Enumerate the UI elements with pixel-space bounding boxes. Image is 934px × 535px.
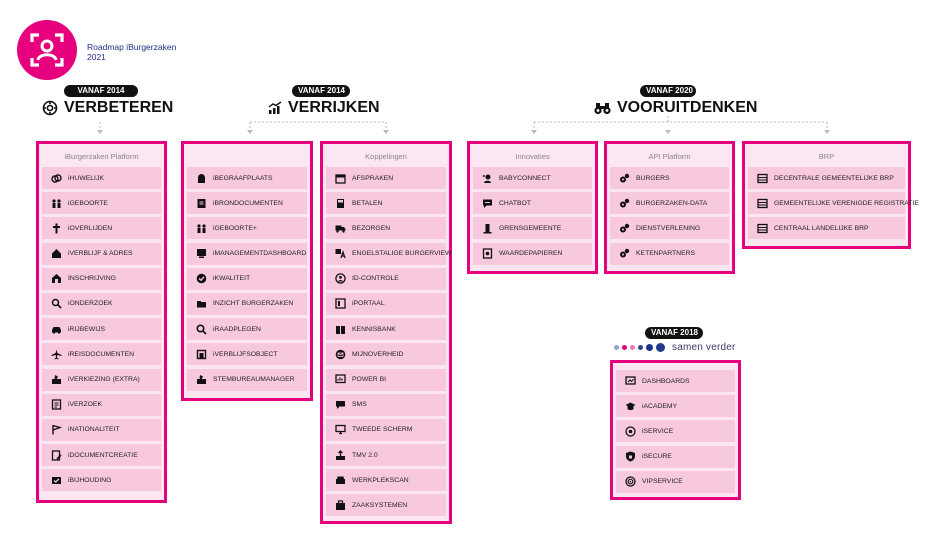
list-item[interactable]: SMS	[326, 394, 446, 416]
document-creation-icon	[51, 450, 62, 461]
list-item[interactable]: TMV 2.0	[326, 444, 446, 466]
register-house-icon	[51, 273, 62, 284]
border-post-icon	[482, 223, 493, 234]
scanner-icon	[335, 475, 346, 486]
service-icon	[625, 426, 636, 437]
list-item[interactable]: DIENSTVERLENING	[610, 217, 729, 239]
list-item[interactable]: iDOCUMENTCREATIE	[42, 444, 161, 466]
source-documents-icon	[196, 198, 207, 209]
list-item[interactable]: iKWALITEIT	[187, 268, 307, 290]
flag-icon	[51, 424, 62, 435]
box-brp	[742, 141, 919, 249]
family-icon	[51, 198, 62, 209]
list-item[interactable]: WERKPLEKSCAN	[326, 469, 446, 491]
list-item[interactable]: KENNISBANK	[326, 318, 446, 340]
box-innovaties	[467, 141, 598, 274]
list-item[interactable]: INSCHRIJVING	[42, 268, 161, 290]
list-item[interactable]: DECENTRALE GEMEENTELIJKE BRP	[748, 167, 905, 189]
list-item[interactable]: iVERKIEZING (EXTRA)	[42, 369, 161, 391]
search-icon	[196, 324, 207, 335]
shield-icon	[625, 451, 636, 462]
tombstone-icon	[196, 173, 207, 184]
list-item[interactable]: GRENSGEMEENTE	[473, 217, 592, 239]
list-item[interactable]: iSERVICE	[616, 420, 735, 442]
list-item[interactable]: BEZORGEN	[326, 217, 446, 239]
list-item[interactable]: WAARDEPAPIEREN	[473, 243, 592, 265]
list-item[interactable]: KETENPARTNERS	[610, 243, 729, 265]
list-item[interactable]: iBRONDOCUMENTEN	[187, 192, 307, 214]
list-item[interactable]: POWER BI	[326, 369, 446, 391]
list-item[interactable]: iPORTAAL	[326, 293, 446, 315]
list-item[interactable]: MIJNOVERHEID	[326, 343, 446, 365]
list-item[interactable]: iONDERZOEK	[42, 293, 161, 315]
verrijken-badge: VANAF 2014	[292, 85, 350, 97]
building-object-icon	[196, 349, 207, 360]
samen-verder-label: samen verder	[672, 342, 736, 353]
box-brp-title: BRP	[818, 152, 835, 161]
airplane-icon	[51, 349, 62, 360]
gears-icon	[619, 198, 630, 209]
verrijken-title: VERRIJKEN	[288, 99, 380, 116]
list-item[interactable]: GEMEENTELIJKE VERENIGDE REGISTRATIE	[748, 192, 905, 214]
box-koppelingen-title: Koppelingen	[365, 152, 407, 161]
maintenance-card-icon	[51, 475, 62, 486]
baby-icon	[482, 173, 493, 184]
connector-lines	[0, 0, 934, 150]
dashboard-icon	[625, 376, 636, 387]
list-item[interactable]: iVERBLIJF & ADRES	[42, 243, 161, 265]
gears-icon	[619, 173, 630, 184]
vooruitdenken-badge: VANAF 2020	[640, 85, 696, 97]
box-koppelingen	[320, 141, 452, 524]
box-api-platform	[604, 141, 735, 274]
database-icon	[757, 173, 768, 184]
language-icon	[335, 248, 346, 259]
list-item[interactable]: BABYCONNECT	[473, 167, 592, 189]
list-item[interactable]: AFSPRAKEN	[326, 167, 446, 189]
quality-check-icon	[196, 273, 207, 284]
list-item[interactable]: BURGERS	[610, 167, 729, 189]
list-item[interactable]: iMANAGEMENTDASHBOARD	[187, 243, 307, 265]
list-item[interactable]: iGEBOORTE	[42, 192, 161, 214]
polling-station-icon	[196, 374, 207, 385]
box-samen-verder	[610, 360, 741, 500]
list-item[interactable]: iVERBLIJFSOBJECT	[187, 343, 307, 365]
chart-screen-icon	[335, 374, 346, 385]
box-verrijken-title	[187, 147, 307, 167]
database-icon	[757, 198, 768, 209]
samenverder-badge: VANAF 2018	[645, 327, 703, 339]
dashboard-icon	[196, 248, 207, 259]
list-item[interactable]: iRIJBEWIJS	[42, 318, 161, 340]
verbeteren-title: VERBETEREN	[64, 99, 174, 116]
box-innovaties-title: Innovaties	[515, 152, 550, 161]
investigation-icon	[51, 298, 62, 309]
gears-icon	[619, 223, 630, 234]
gears-icon	[619, 248, 630, 259]
cross-icon	[51, 223, 62, 234]
list-item[interactable]: ENGELSTALIGE BURGERVIEW	[326, 243, 446, 265]
list-item[interactable]: BETALEN	[326, 192, 446, 214]
list-item[interactable]: iOVERLIJDEN	[42, 217, 161, 239]
request-form-icon	[51, 399, 62, 410]
brand-line-2: 2021	[87, 52, 106, 62]
list-item[interactable]: ZAAKSYSTEMEN	[326, 494, 446, 516]
list-item[interactable]: iHUWELIJK	[42, 167, 161, 189]
list-item[interactable]: TWEEDE SCHERM	[326, 419, 446, 441]
list-item[interactable]: BURGERZAKEN-DATA	[610, 192, 729, 214]
calendar-icon	[335, 173, 346, 184]
vooruitdenken-title: VOORUITDENKEN	[617, 99, 758, 116]
list-item[interactable]: iBEGRAAFPLAATS	[187, 167, 307, 189]
monitor-icon	[335, 424, 346, 435]
payment-terminal-icon	[335, 198, 346, 209]
list-item[interactable]: VIPSERVICE	[616, 471, 735, 493]
mail-icon	[335, 349, 346, 360]
knowledge-base-icon	[335, 324, 346, 335]
box-platform	[36, 141, 167, 503]
box-platform-title: iBurgerzaken Platform	[64, 152, 139, 161]
list-item[interactable]: INZICHT BURGERZAKEN	[187, 293, 307, 315]
list-item[interactable]: iREISDOCUMENTEN	[42, 343, 161, 365]
list-item[interactable]: iRAADPLEGEN	[187, 318, 307, 340]
list-item[interactable]: iGEBOORTE+	[187, 217, 307, 239]
ballot-box-icon	[51, 374, 62, 385]
value-paper-icon	[482, 248, 493, 259]
list-item[interactable]: STEMBUREAUMANAGER	[187, 369, 307, 391]
box-verrijken	[181, 141, 313, 401]
signature-device-icon	[335, 450, 346, 461]
folder-icon	[196, 298, 207, 309]
house-icon	[51, 248, 62, 259]
graduation-cap-icon	[625, 401, 636, 412]
vip-target-icon	[625, 476, 636, 487]
case-system-icon	[335, 500, 346, 511]
list-item[interactable]: CHATBOT	[473, 192, 592, 214]
id-check-icon	[335, 273, 346, 284]
car-icon	[51, 324, 62, 335]
list-item[interactable]: iNATIONALITEIT	[42, 419, 161, 441]
brand-line-1: Roadmap iBurgerzaken	[87, 42, 177, 52]
delivery-truck-icon	[335, 223, 346, 234]
rings-icon	[51, 173, 62, 184]
list-item[interactable]: DASHBOARDS	[616, 370, 735, 392]
list-item[interactable]: iVERZOEK	[42, 394, 161, 416]
sms-bubble-icon	[335, 399, 346, 410]
verbeteren-badge: VANAF 2014	[64, 85, 138, 97]
database-icon	[757, 223, 768, 234]
list-item[interactable]: iSECURE	[616, 446, 735, 468]
list-item[interactable]: iACADEMY	[616, 395, 735, 417]
family-plus-icon	[196, 223, 207, 234]
list-item[interactable]: ID-CONTROLE	[326, 268, 446, 290]
chat-icon	[482, 198, 493, 209]
box-api-title: API Platform	[648, 152, 691, 161]
list-item[interactable]: CENTRAAL LANDELIJKE BRP	[748, 217, 905, 239]
list-item[interactable]: iBIJHOUDING	[42, 469, 161, 491]
samen-verder-logo	[614, 342, 736, 353]
portal-icon	[335, 298, 346, 309]
